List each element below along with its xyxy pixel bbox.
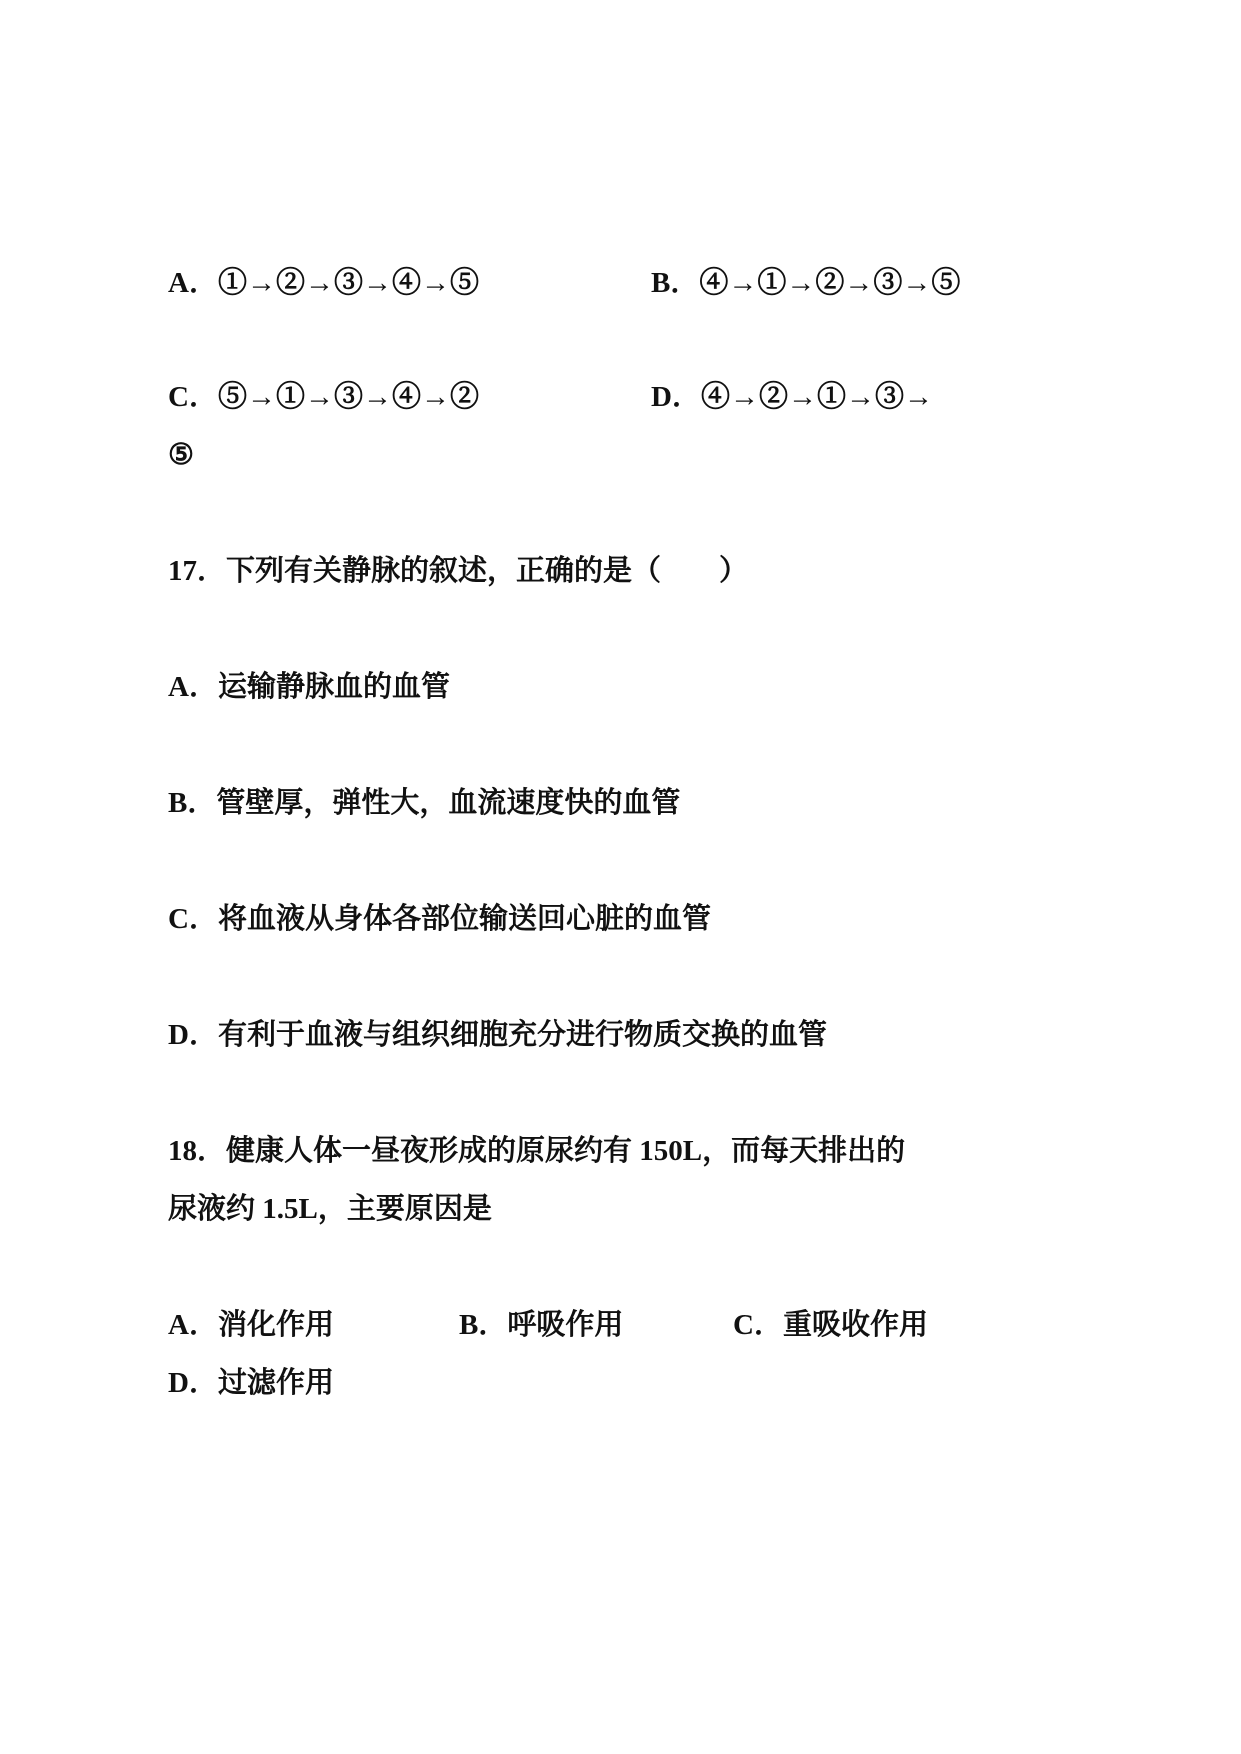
q17-stem: 17．下列有关静脉的叙述，正确的是（ ） [168, 555, 749, 587]
q16-option-d: D．④→②→①→③→ [651, 381, 933, 413]
q17-option-d: D．有利于血液与组织细胞充分进行物质交换的血管 [168, 1019, 827, 1051]
q16-option-b: B．④→①→②→③→⑤ [651, 267, 961, 299]
q18-option-b: B．呼吸作用 [459, 1309, 624, 1341]
q16-option-a: A．①→②→③→④→⑤ [168, 267, 479, 299]
q17-option-c: C．将血液从身体各部位输送回心脏的血管 [168, 903, 711, 935]
q18-option-a: A．消化作用 [168, 1309, 334, 1341]
q16-option-d-continued: ⑤ [168, 439, 194, 471]
q18-stem-line2: 尿液约 1.5L，主要原因是 [168, 1193, 492, 1225]
q17-option-b: B．管壁厚，弹性大，血流速度快的血管 [168, 787, 681, 819]
q18-stem-line1: 18．健康人体一昼夜形成的原尿约有 150L，而每天排出的 [168, 1135, 906, 1167]
q18-option-d: D．过滤作用 [168, 1367, 334, 1399]
q17-option-a: A．运输静脉血的血管 [168, 671, 450, 703]
q16-option-c: C．⑤→①→③→④→② [168, 381, 479, 413]
q18-option-c: C．重吸收作用 [733, 1309, 928, 1341]
